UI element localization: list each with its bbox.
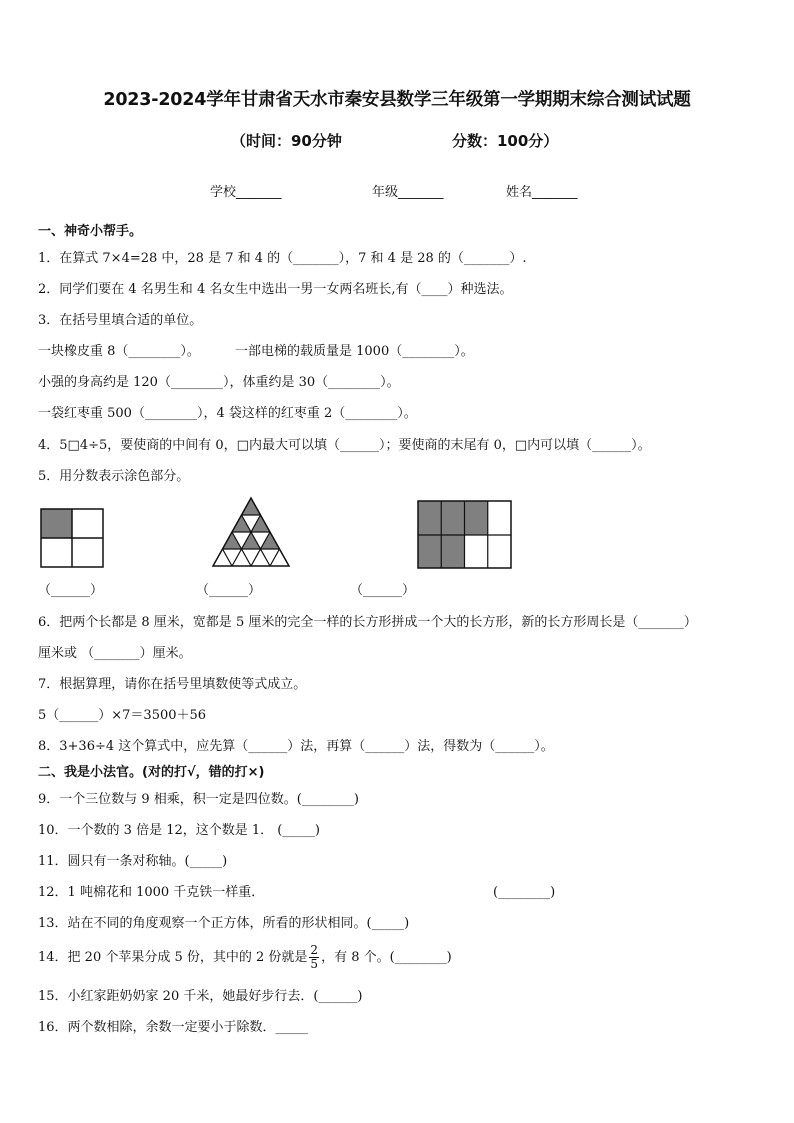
section-heading-2: 二、我是小法官。(对的打√，错的打×) [38,765,265,780]
question-16: 16．两个数相除，余数一定要小于除数．_____ [38,1020,309,1035]
question-14-suffix: ，有 8 个。(________) [321,950,452,965]
question-4: 4．5□4÷5，要使商的中间有 0，□内最大可以填（______）；要使商的末尾有 0，□内可以填（______）。 [38,438,651,453]
answer-blank-figure-1[interactable]: （______） [38,583,104,598]
fraction-numerator: 2 [310,943,319,958]
exam-score: 分数：100分） [452,132,559,150]
question-14 [38,942,452,974]
section-heading-1: 一、神奇小帮手。 [38,224,143,239]
question-3b: 一部电梯的载质量是 1000（________）。 [235,344,474,359]
figure-square-grid [40,508,106,570]
question-12-blank[interactable]: (________) [493,885,556,900]
name-field: 姓名_______ [506,185,578,200]
question-6-continued: 厘米或 （_______）厘米。 [38,646,192,661]
figure-triangle [211,496,291,570]
answer-blank-figure-2[interactable]: （______） [196,583,262,598]
exam-time: （时间：90分钟 [231,132,342,150]
question-7: 7．根据算理，请你在括号里填数使等式成立。 [38,677,307,692]
question-13: 13．站在不同的角度观察一个正方体，所看的形状相同。(_____) [38,916,410,931]
question-14-prefix: 14．把 20 个苹果分成 5 份，其中的 2 份就是 [38,950,308,965]
question-6: 6．把两个长都是 8 厘米，宽都是 5 厘米的完全一样的长方形拼成一个大的长方形，新的长方形周长是（_______） [38,615,697,630]
fraction-two-fifths [309,944,319,970]
page-title: 2023-2024学年甘肃省天水市秦安县数学三年级第一学期期末综合测试试题 [103,90,691,110]
question-9: 9．一个三位数与 9 相乘，积一定是四位数。(________) [38,792,359,807]
answer-blank-figure-3[interactable]: （______） [350,583,416,598]
question-11: 11．圆只有一条对称轴。(_____) [38,854,228,869]
question-15: 15．小红家距奶奶家 20 千米，她最好步行去．(______) [38,989,363,1004]
school-field: 学校_______ [210,185,282,200]
question-3a: 一块橡皮重 8（________）。 [38,344,200,359]
question-10: 10．一个数的 3 倍是 12，这个数是 1． (_____) [38,823,320,838]
figure-rectangle-grid [417,500,513,570]
question-7a: 5（______）×7＝3500＋56 [38,708,207,723]
question-12: 12．1 吨棉花和 1000 千克铁一样重． [38,885,265,900]
question-5: 5．用分数表示涂色部分。 [38,469,190,484]
question-2: 2．同学们要在 4 名男生和 4 名女生中选出一男一女两名班长,有（____）种选法。 [38,282,513,297]
question-3c: 小强的身高约是 120（________），体重约是 30（________）。 [38,375,400,390]
question-3: 3．在括号里填合适的单位。 [38,313,203,328]
grade-field: 年级_______ [372,185,444,200]
question-3d: 一袋红枣重 500（________），4 袋这样的红枣重 2（________）。 [38,406,417,421]
fraction-denominator: 5 [310,957,319,971]
question-8: 8．3+36÷4 这个算式中，应先算（______）法，再算（______）法，得数为（______）。 [38,739,554,754]
question-1: 1．在算式 7×4=28 中，28 是 7 和 4 的（_______），7 和 4 是 28 的（_______）. [38,251,527,266]
